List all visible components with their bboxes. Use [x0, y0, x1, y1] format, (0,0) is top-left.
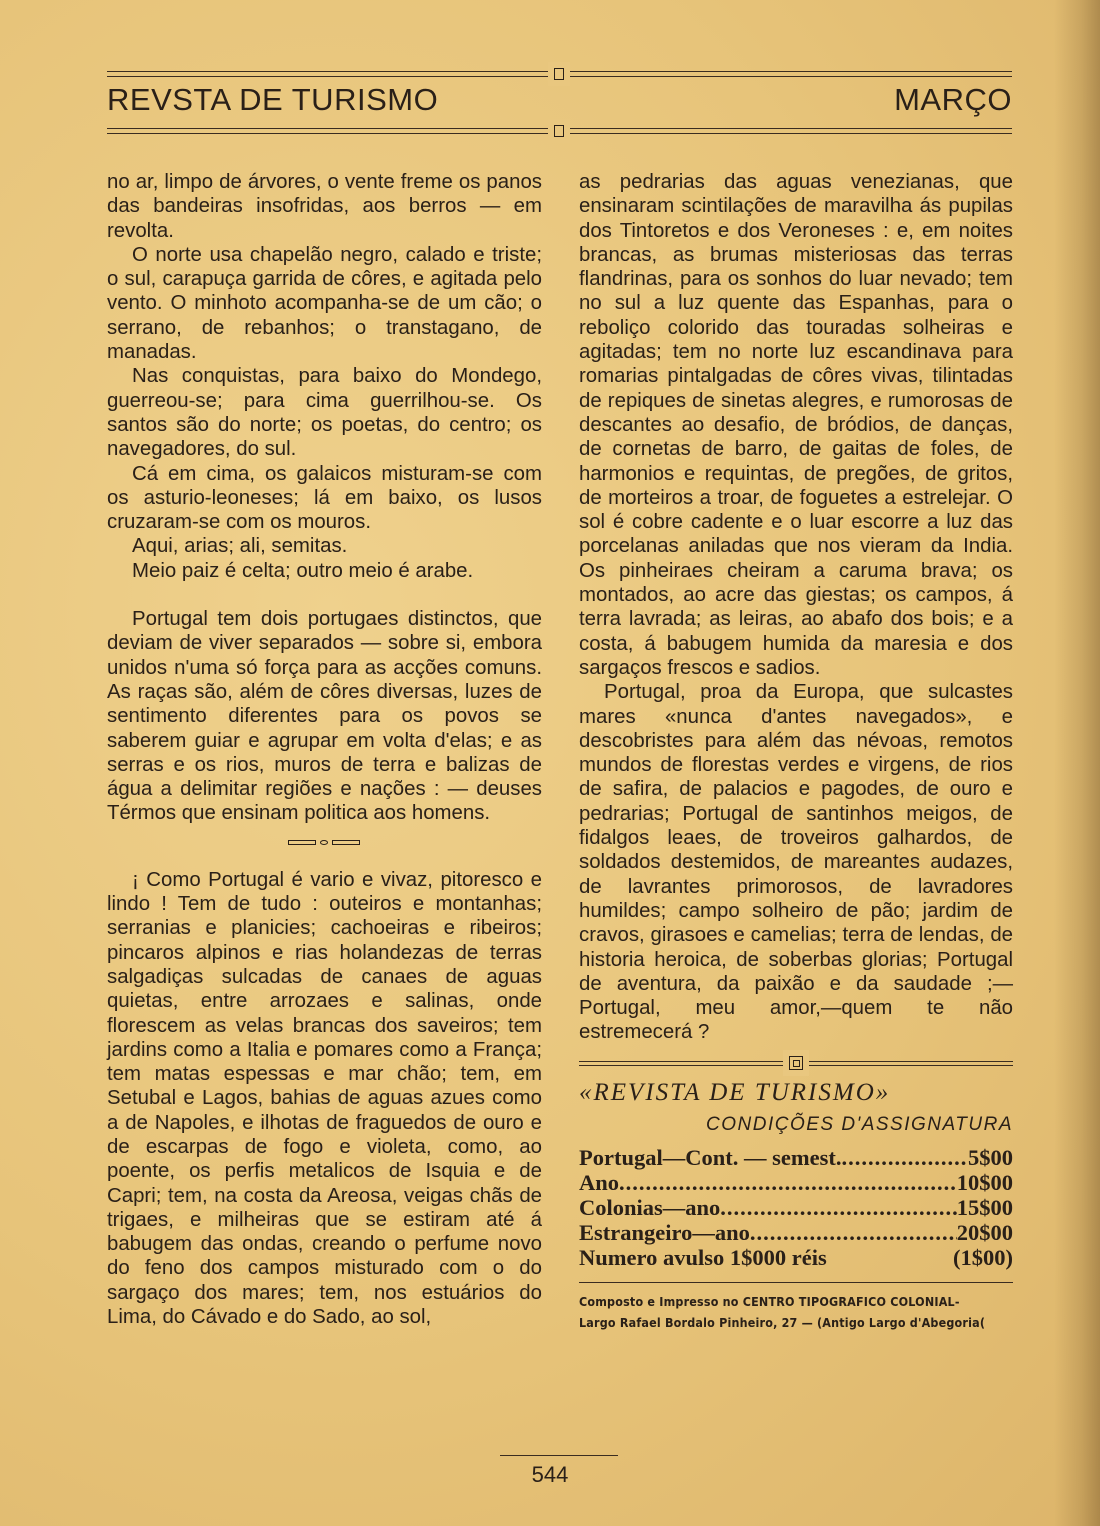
issue-month: MARÇO — [894, 82, 1012, 117]
price-value: 15$00 — [956, 1195, 1013, 1221]
header-bottom-rule — [107, 127, 1012, 136]
price-value: 10$00 — [956, 1170, 1013, 1196]
price-label: Colonias—ano — [579, 1195, 721, 1221]
left-column — [107, 170, 542, 1329]
paragraph: Aqui, arias; ali, semitas. — [132, 535, 348, 558]
price-label: Portugal—Cont. — semest. — [579, 1145, 842, 1171]
right-column — [579, 170, 1013, 1333]
paragraph: as pedrarias das aguas venezianas, que ensinaram scintilações de maravilha ás pupilas dos Tintoretos e dos Veroneses : e, em noites brancas, as brumas misteriosas das terras flandrinas, para os sonhos do luar nevado; tem no sul a luz quente das Espanhas, para o reboliço colorido das touradas solheiras e agitadas; tem no norte luz escandinava para romarias pintalgadas de côres vivas, tilintadas de repiques de sinetas alegres, e rumorosas de descantes ao desafio, de bródios, de danças, de cornetas de barro, de gaitas de foles, de harmonios e requintas, de pregões, de gritos, de morteiros a troar, de foguetes a estrelejar. O sol é cobre cadente e o luar escorre a luz das porcelanas aniladas que nos vieram da India. Os pinheiraes cheiram a caruma brava; os montados, ao acre das giestas; os campos, á terra lavrada; as leiras, ao abafo dos bois; e a costa, á babugem humida da maresia e dos sargaços frescos e sadios. — [579, 171, 1013, 679]
page-number: 544 — [531, 1462, 569, 1487]
section-divider-ornament — [288, 838, 362, 848]
paragraph: Portugal, proa da Europa, que sulcastes mares «nunca d'antes navegados», e descobristes para além das névoas, remotos mundos de florestas verdes e virgens, de rios de safira, de palacios e pagodes, de ouro e pedrarias; Portugal de santinhos meigos, de fidalgos leaes, de troveiros galhardos, de soldados destemidos, de mareantes audazes, de lavrantes primorosos, de lavradores humildes; campo solheiro de pão; jardim de cravos, girasoes e camelias; terra de lendas, de historia heroica, de soberbas glorias; Portugal de aventura, da paixão e da saudade ;—Portugal, meu amor,—quem te não estremecerá ? — [579, 681, 1013, 1044]
paragraph: no ar, limpo de árvores, o vente freme os panos das bandeiras insofridas, aos berros — em revolta. — [107, 171, 542, 242]
paragraph: O norte usa chapelão negro, calado e triste; o sul, carapuça garrida de côres, e agitada pelo vento. O minhoto acompanha-se de um cão; o serrano, de rebanhos; o transtagano, de manadas. — [107, 243, 542, 364]
printer-imprint-line: Composto e Impresso no CENTRO TIPOGRAFICO COLONIAL- — [579, 1294, 960, 1310]
magazine-title: REVSTA DE TURISMO — [107, 82, 439, 117]
subscription-advert — [579, 1078, 1013, 1334]
price-label: Estrangeiro—ano — [579, 1220, 750, 1246]
paragraph: Meio paiz é celta; outro meio é arabe. — [132, 559, 474, 582]
price-value: 20$00 — [956, 1220, 1013, 1246]
paragraph: ¡ Como Portugal é vario e vivaz, pitoresco e lindo ! Tem de tudo : outeiros e montanhas; serranias e planicies; cachoeiras e ribeiros; pincaros alpinos e rias holandezas de terras salgadiças sulcadas de canaes de aguas quietas, entre arrozaes e salinas, onde florescem as velas brancas dos saveiros; tem jardins como a Italia e pomares como a França; tem matas espessas e mar chão; tem, em Setubal e Lagos, bahias de aguas azues como a de Napoles, e ilhotas de fraguedos de ouro e de escarpas de fogo e violeta, como, ao poente, os perfis metalicos de Isquia e de Capri; tem, na costa da Areosa, veigas chãs de trigaes, e milheiras que se estiram até á babugem das ondas, creando o perfume novo do feno dos campos misturado com o do sargaço dos mares; tem, nos estuários do Lima, do Cávado e do Sado, ao sol, — [107, 868, 542, 1329]
printer-address-line: Largo Rafael Bordalo Pinheiro, 27 — (Antigo Largo d'Abegoria( — [579, 1315, 986, 1331]
imprint-rule — [579, 1282, 1013, 1283]
paragraph: Cá em cima, os galaicos misturam-se com os asturio-leoneses; lá em baixo, os lusos cruzaram-se com os mouros. — [107, 462, 542, 534]
price-row — [579, 1145, 1013, 1170]
running-header — [107, 82, 1012, 122]
header-top-rule — [107, 70, 1012, 79]
price-row — [579, 1245, 1013, 1270]
emblem-icon — [789, 1056, 803, 1070]
advert-divider-rule — [579, 1059, 1013, 1069]
price-label: Ano — [579, 1170, 620, 1196]
price-value: 5$00 — [968, 1145, 1013, 1171]
price-value: (1$00) — [953, 1245, 1013, 1271]
paragraph: Nas conquistas, para baixo do Mondego, guerreou-se; para cima guerrilhou-se. Os santos são do norte; os poetas, do centro; os navegadores, do sul. — [107, 365, 542, 461]
price-label: Numero avulso 1$000 réis — [579, 1245, 827, 1271]
paragraph: Portugal tem dois portugaes distinctos, que deviam de viver separados — sobre si, embora unidos n'uma só força para as acções comuns. As raças são, além de côres diversas, luzes de sentimento diferentes para os povos se saberem guiar e agrupar em volta d'elas; e as serras e os rios, muros de terra e balizas de água a delimitar regiões e nações : — deuses Térmos que ensinam politica aos homens. — [107, 608, 542, 825]
advert-subtitle: CONDIÇÕES D'ASSIGNATURA — [706, 1113, 1013, 1135]
page-edge-shadow — [1054, 0, 1100, 1526]
price-row — [579, 1170, 1013, 1195]
price-row — [579, 1195, 1013, 1220]
advert-title: «REVISTA DE TURISMO» — [579, 1078, 891, 1106]
page-number-rule — [500, 1455, 618, 1456]
price-row — [579, 1220, 1013, 1245]
